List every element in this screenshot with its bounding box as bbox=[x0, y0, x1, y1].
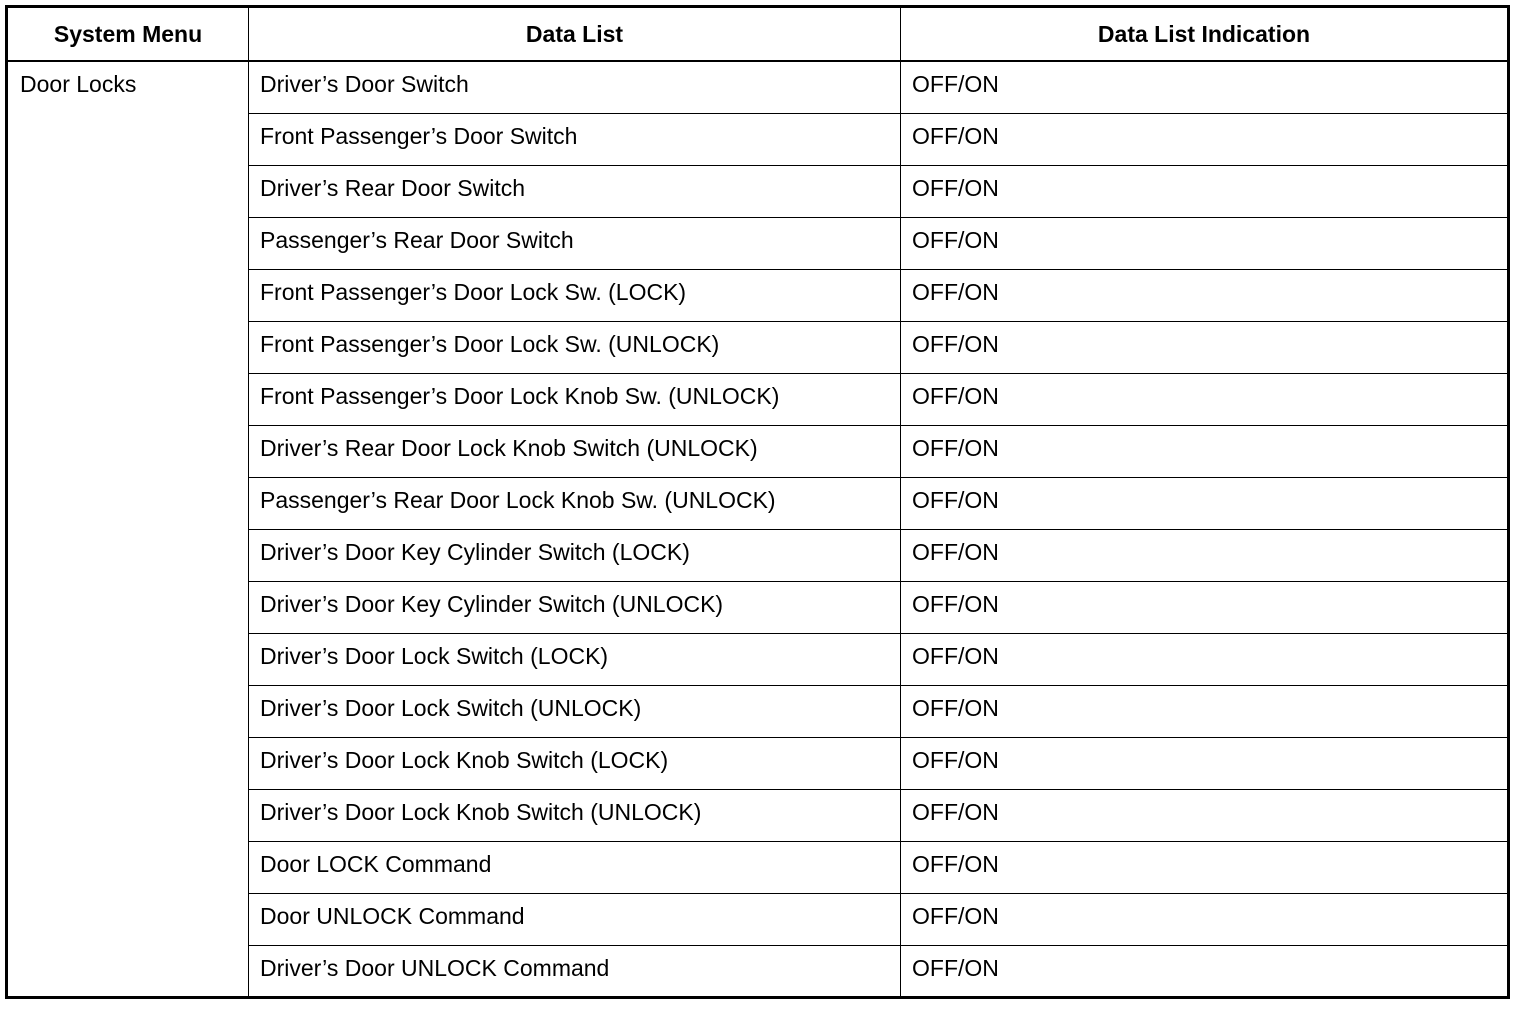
data-list-item-cell: Door LOCK Command bbox=[249, 841, 901, 893]
data-list-indication-cell: OFF/ON bbox=[901, 477, 1509, 529]
data-list-item-cell: Driver’s Door Key Cylinder Switch (UNLOCK) bbox=[249, 581, 901, 633]
data-list-item-cell: Driver’s Door Key Cylinder Switch (LOCK) bbox=[249, 529, 901, 581]
data-list-indication-cell: OFF/ON bbox=[901, 425, 1509, 477]
data-list-indication-cell: OFF/ON bbox=[901, 685, 1509, 737]
data-list-indication-cell: OFF/ON bbox=[901, 269, 1509, 321]
data-list-item-cell: Driver’s Door Lock Knob Switch (UNLOCK) bbox=[249, 789, 901, 841]
data-list-item-cell: Driver’s Door Switch bbox=[249, 61, 901, 113]
data-list-item-cell: Door UNLOCK Command bbox=[249, 893, 901, 945]
data-list-item-cell: Driver’s Door UNLOCK Command bbox=[249, 945, 901, 997]
data-list-indication-cell: OFF/ON bbox=[901, 633, 1509, 685]
header-row bbox=[7, 7, 1509, 62]
table-row bbox=[7, 61, 1509, 113]
data-list-item-cell: Driver’s Door Lock Switch (LOCK) bbox=[249, 633, 901, 685]
data-list-item-cell: Passenger’s Rear Door Lock Knob Sw. (UNLOCK) bbox=[249, 477, 901, 529]
data-list-indication-cell: OFF/ON bbox=[901, 945, 1509, 997]
data-list-item-cell: Front Passenger’s Door Lock Sw. (LOCK) bbox=[249, 269, 901, 321]
data-list-table bbox=[5, 5, 1510, 999]
data-list-item-cell: Driver’s Door Lock Knob Switch (LOCK) bbox=[249, 737, 901, 789]
data-list-indication-cell: OFF/ON bbox=[901, 165, 1509, 217]
table-body bbox=[7, 61, 1509, 997]
data-list-item-cell: Driver’s Rear Door Lock Knob Switch (UNLOCK) bbox=[249, 425, 901, 477]
data-list-indication-cell: OFF/ON bbox=[901, 789, 1509, 841]
data-list-indication-cell: OFF/ON bbox=[901, 217, 1509, 269]
header-data-list: Data List bbox=[249, 7, 901, 62]
data-list-indication-cell: OFF/ON bbox=[901, 841, 1509, 893]
data-list-indication-cell: OFF/ON bbox=[901, 529, 1509, 581]
data-list-item-cell: Front Passenger’s Door Lock Knob Sw. (UNLOCK) bbox=[249, 373, 901, 425]
data-list-indication-cell: OFF/ON bbox=[901, 581, 1509, 633]
data-list-indication-cell: OFF/ON bbox=[901, 373, 1509, 425]
data-list-indication-cell: OFF/ON bbox=[901, 61, 1509, 113]
data-list-indication-cell: OFF/ON bbox=[901, 113, 1509, 165]
data-list-indication-cell: OFF/ON bbox=[901, 893, 1509, 945]
data-list-indication-cell: OFF/ON bbox=[901, 321, 1509, 373]
data-list-item-cell: Passenger’s Rear Door Switch bbox=[249, 217, 901, 269]
data-list-item-cell: Driver’s Door Lock Switch (UNLOCK) bbox=[249, 685, 901, 737]
header-data-list-indication: Data List Indication bbox=[901, 7, 1509, 62]
system-menu-cell: Door Locks bbox=[7, 61, 249, 997]
data-list-item-cell: Driver’s Rear Door Switch bbox=[249, 165, 901, 217]
data-list-item-cell: Front Passenger’s Door Lock Sw. (UNLOCK) bbox=[249, 321, 901, 373]
header-system-menu: System Menu bbox=[7, 7, 249, 62]
data-list-item-cell: Front Passenger’s Door Switch bbox=[249, 113, 901, 165]
data-list-indication-cell: OFF/ON bbox=[901, 737, 1509, 789]
